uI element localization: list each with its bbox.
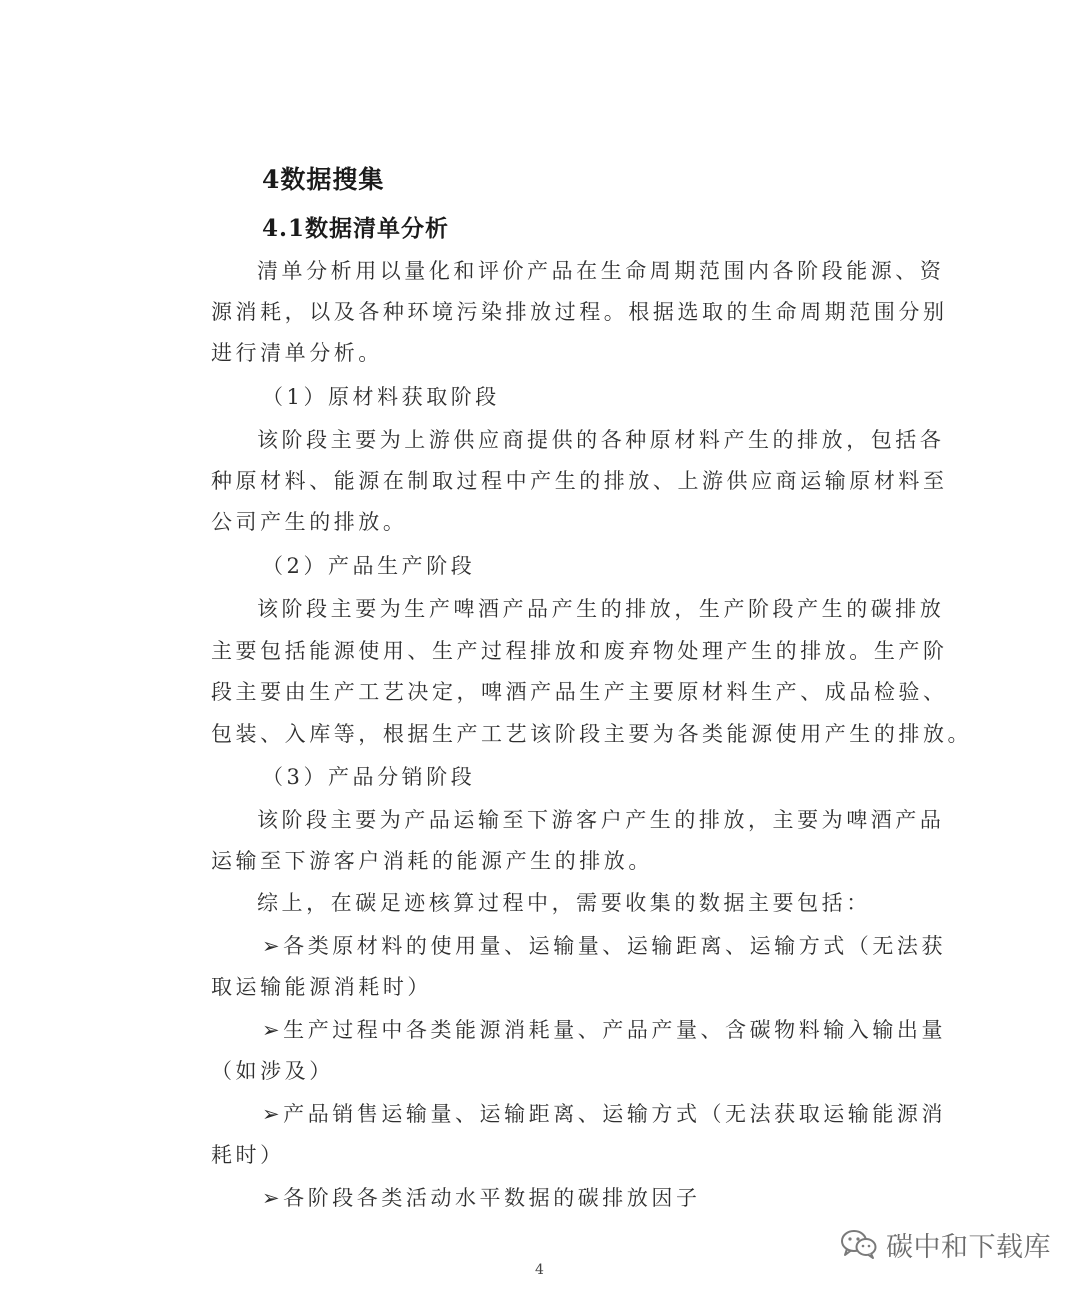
watermark-text: 碳中和下载库 [886, 1231, 1051, 1263]
paragraph-line: 源消耗，以及各种环境污染排放过程。根据选取的生命周期范围分别 [211, 300, 948, 324]
paragraph-line: 该阶段主要为生产啤酒产品产生的排放，生产阶段产生的碳排放 [257, 597, 945, 621]
paragraph-line: 综上，在碳足迹核算过程中，需要收集的数据主要包括： [257, 891, 871, 915]
bullet-line: ➢各阶段各类活动水平数据的碳排放因子 [262, 1186, 701, 1210]
stage-heading: （2）产品生产阶段 [262, 554, 476, 578]
paragraph-line: 段主要由生产工艺决定，啤酒产品生产主要原材料生产、成品检验、 [211, 680, 948, 704]
paragraph-line: 该阶段主要为上游供应商提供的各种原材料产生的排放，包括各 [257, 428, 945, 452]
paragraph-line: 主要包括能源使用、生产过程排放和废弃物处理产生的排放。生产阶 [211, 639, 948, 663]
page-number: 4 [535, 1262, 544, 1278]
subsection-heading: 4.1数据清单分析 [262, 215, 450, 242]
paragraph-line: 耗时） [211, 1143, 285, 1167]
paragraph-line: （如涉及） [211, 1059, 334, 1083]
bullet-line: ➢产品销售运输量、运输距离、运输方式（无法获取运输能源消 [262, 1102, 946, 1126]
paragraph-line: 清单分析用以量化和评价产品在生命周期范围内各阶段能源、资 [257, 259, 945, 283]
paragraph-line: 该阶段主要为产品运输至下游客户产生的排放，主要为啤酒产品 [257, 808, 945, 832]
paragraph-line: 运输至下游客户消耗的能源产生的排放。 [211, 849, 653, 873]
paragraph-line: 种原材料、能源在制取过程中产生的排放、上游供应商运输原材料至 [211, 469, 948, 493]
bullet-line: ➢各类原材料的使用量、运输量、运输距离、运输方式（无法获 [262, 934, 946, 958]
stage-heading: （3）产品分销阶段 [262, 765, 476, 789]
section-heading: 4数据搜集 [262, 165, 385, 194]
watermark [840, 1224, 1051, 1264]
paragraph-line: 公司产生的排放。 [211, 510, 408, 534]
wechat-icon [840, 1228, 878, 1260]
paragraph-line: 取运输能源消耗时） [211, 975, 432, 999]
paragraph-line: 进行清单分析。 [211, 341, 383, 365]
paragraph-line: 包装、入库等，根据生产工艺该阶段主要为各类能源使用产生的排放。 [211, 722, 973, 746]
bullet-line: ➢生产过程中各类能源消耗量、产品产量、含碳物料输入输出量 [262, 1018, 946, 1042]
stage-heading: （1）原材料获取阶段 [262, 385, 500, 409]
